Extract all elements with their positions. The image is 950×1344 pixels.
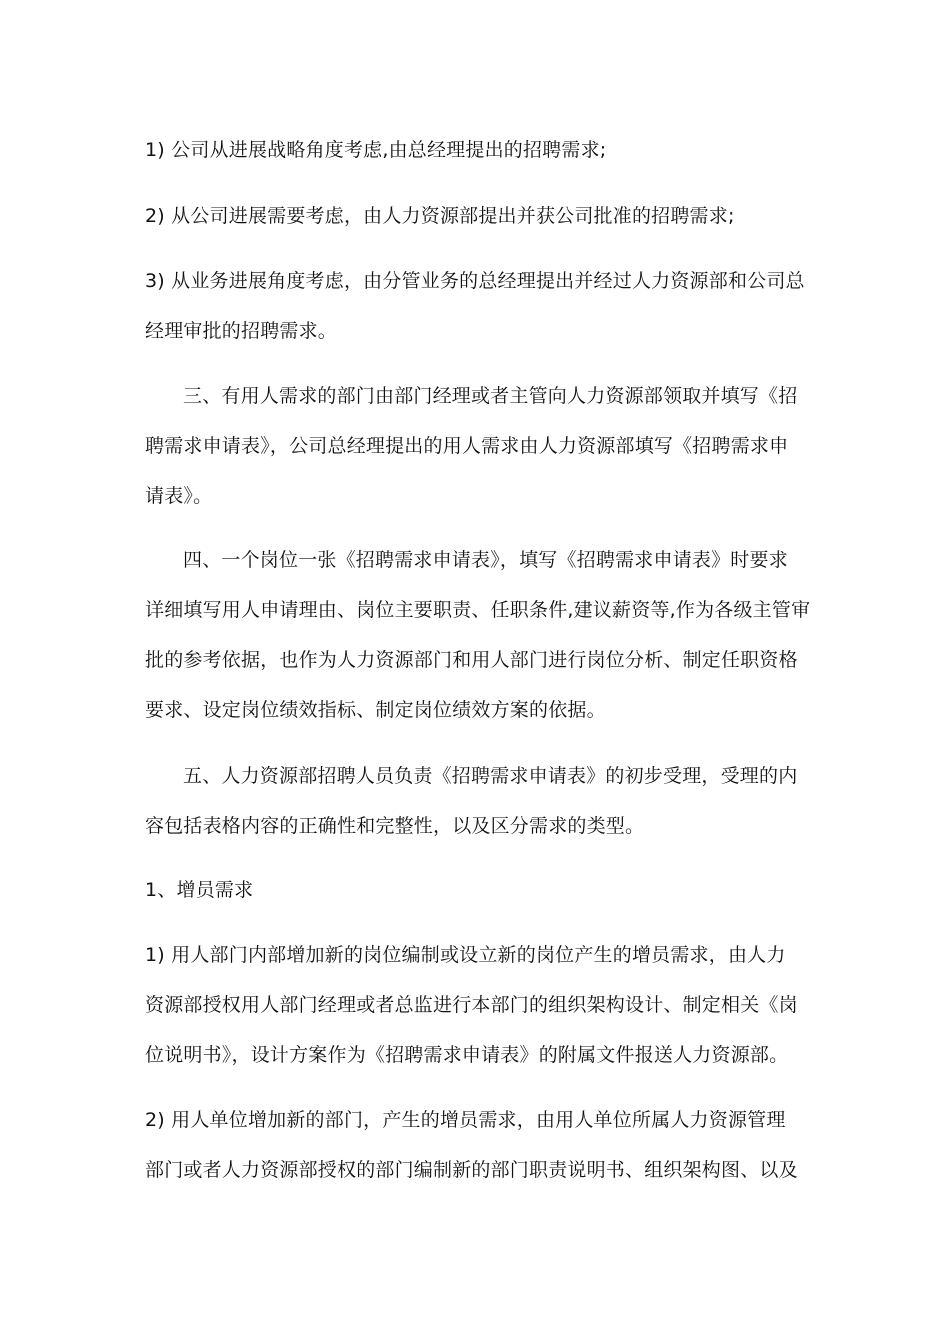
list-item-1: 1) 公司从进展战略角度考虑,由总经理提出的招聘需求; <box>145 139 607 161</box>
section-4-line-2: 详细填写用人申请理由、岗位主要职责、任职条件,建议薪资等,作为各级主管审 <box>145 599 811 621</box>
list-item-2: 2) 从公司进展需要考虑，由人力资源部提出并获公司批准的招聘需求; <box>145 205 735 227</box>
section-3-line-3: 请表》。 <box>145 485 213 507</box>
list-item-3-line-2: 经理审批的招聘需求。 <box>145 320 338 342</box>
item-1-line-1: 1) 用人部门内部增加新的岗位编制或设立新的岗位产生的增员需求，由人力 <box>145 944 786 966</box>
section-3-line-1: 三、有用人需求的部门由部门经理或者主管向人力资源部领取并填写《招 <box>183 385 798 407</box>
section-4-line-3: 批的参考依据，也作为人力资源部门和用人部门进行岗位分析、制定任职资格 <box>145 649 798 671</box>
list-item-3-line-1: 3) 从业务进展角度考虑，由分管业务的总经理提出并经过人力资源部和公司总 <box>145 270 805 292</box>
item-2-line-2: 部门或者人力资源部授权的部门编制新的部门职责说明书、组织架构图、以及 <box>145 1159 798 1181</box>
item-1-line-2: 资源部授权用人部门经理或者总监进行本部门的组织架构设计、制定相关《岗 <box>145 994 798 1016</box>
section-4-line-1: 四、一个岗位一张《招聘需求申请表》，填写《招聘需求申请表》时要求 <box>183 549 788 571</box>
section-3-line-2: 聘需求申请表》，公司总经理提出的用人需求由人力资源部填写《招聘需求申 <box>145 435 789 457</box>
item-1-line-3: 位说明书》，设计方案作为《招聘需求申请表》的附属文件报送人力资源部。 <box>145 1044 789 1066</box>
subsection-heading: 1、增员需求 <box>145 879 254 901</box>
section-5-line-2: 容包括表格内容的正确性和完整性，以及区分需求的类型。 <box>145 815 645 837</box>
item-2-line-1: 2) 用人单位增加新的部门，产生的增员需求，由用人单位所属人力资源管理 <box>145 1109 786 1131</box>
section-4-line-4: 要求、设定岗位绩效指标、制定岗位绩效方案的依据。 <box>145 699 606 721</box>
section-5-line-1: 五、人力资源部招聘人员负责《招聘需求申请表》的初步受理，受理的内 <box>183 765 798 787</box>
